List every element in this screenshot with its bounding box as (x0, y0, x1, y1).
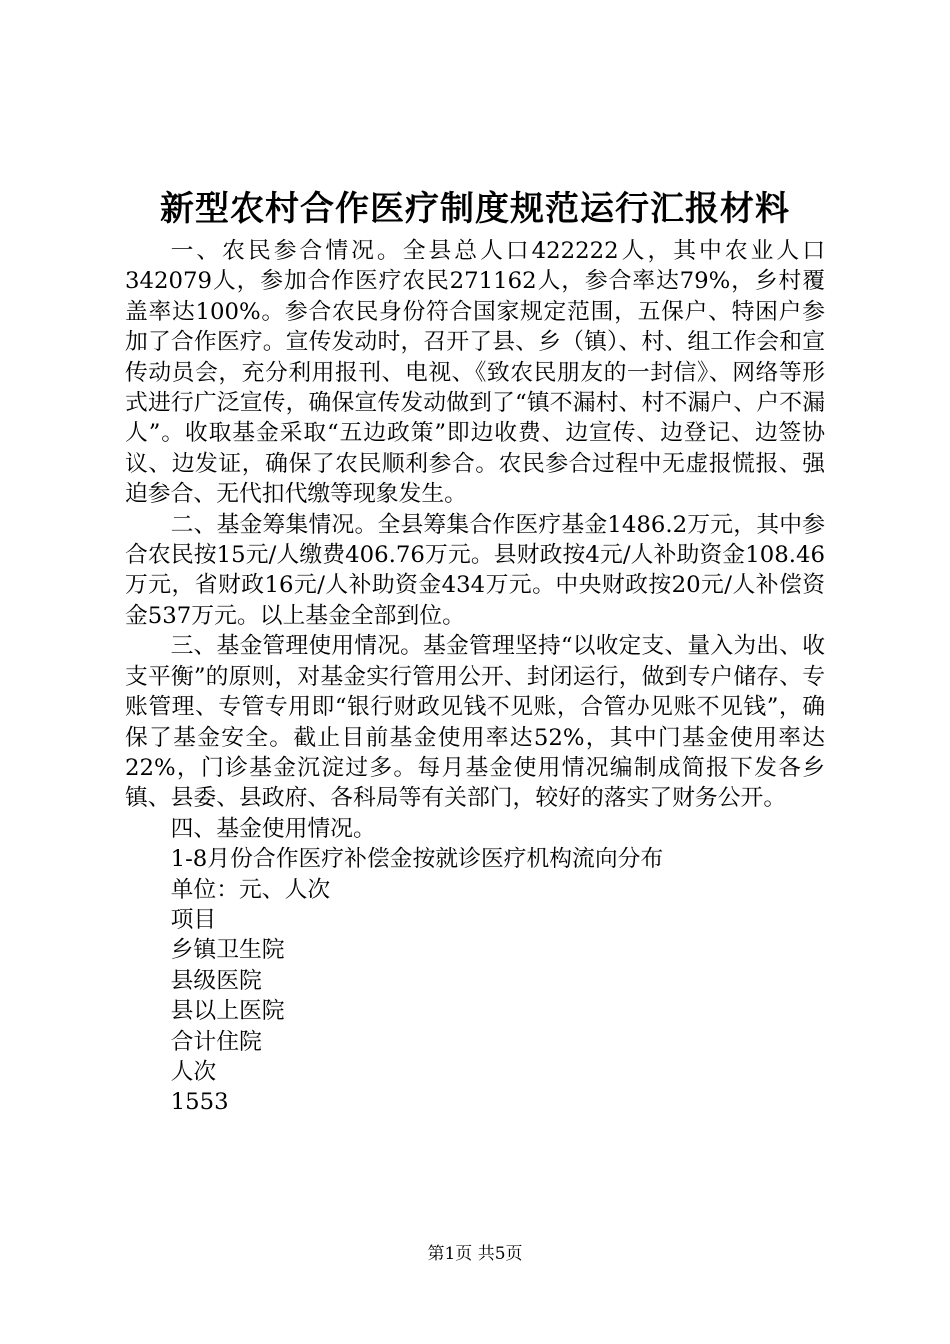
document-body (125, 236, 825, 1118)
table-cell-value: 1553 (170, 1089, 229, 1116)
page-footer: 第1页 共5页 (427, 1244, 523, 1264)
table-unit: 单位：元、人次 (170, 876, 331, 903)
table-caption: 1-8月份合作医疗补偿金按就诊医疗机构流向分布 (170, 846, 664, 873)
table-header-above-county-hospital: 县以上医院 (170, 998, 285, 1025)
section-heading-fund-usage: 四、基金使用情况。 (170, 815, 376, 842)
paragraph-fund-management: 三、基金管理使用情况。基金管理坚持“以收定支、量入为出、收支平衡”的原则，对基金实行管用公开、封闭运行，做到专户储存、专账管理、专管专用即“银行财政见钱不见账，合管办见账不见钱”，确保了基金安全。截止目前基金使用率达52%，其中门基金使用率达22%，门诊基金沉淀过多。每月基金使用情况编制成简报下发各乡镇、县委、县政府、各科局等有关部门，较好的落实了财务公开。 (125, 633, 825, 812)
table-header-county-hospital: 县级医院 (170, 967, 262, 994)
table-header-township-hospital: 乡镇卫生院 (170, 937, 285, 964)
table-header-total-inpatient: 合计住院 (170, 1028, 262, 1055)
paragraph-fund-raising: 二、基金筹集情况。全县筹集合作医疗基金1486.2万元，其中参合农民按15元/人缴费406.76万元。县财政按4元/人补助资金108.46万元，省财政16元/人补助资金434万元。中央财政按20元/人补偿资金537万元。以上基金全部到位。 (125, 511, 825, 629)
paragraph-farmer-participation: 一、农民参合情况。全县总人口422222人，其中农业人口342079人，参加合作医疗农民271162人，参合率达79%，乡村覆盖率达100%。参合农民身份符合国家规定范围，五保户、特困户参加了合作医疗。宣传发动时，召开了县、乡（镇）、村、组工作会和宣传动员会，充分利用报刊、电视、《致农民朋友的一封信》、网络等形式进行广泛宣传，确保宣传发动做到了“镇不漏村、村不漏户、户不漏人”。收取基金采取“五边政策”即边收费、边宣传、边登记、边签协议、边发证，确保了农民顺利参合。农民参合过程中无虚报慌报、强迫参合、无代扣代缴等现象发生。 (125, 238, 825, 508)
table-header-item: 项目 (170, 906, 217, 933)
document-title: 新型农村合作医疗制度规范运行汇报材料 (160, 189, 790, 229)
table-row-label-visits: 人次 (170, 1058, 217, 1085)
